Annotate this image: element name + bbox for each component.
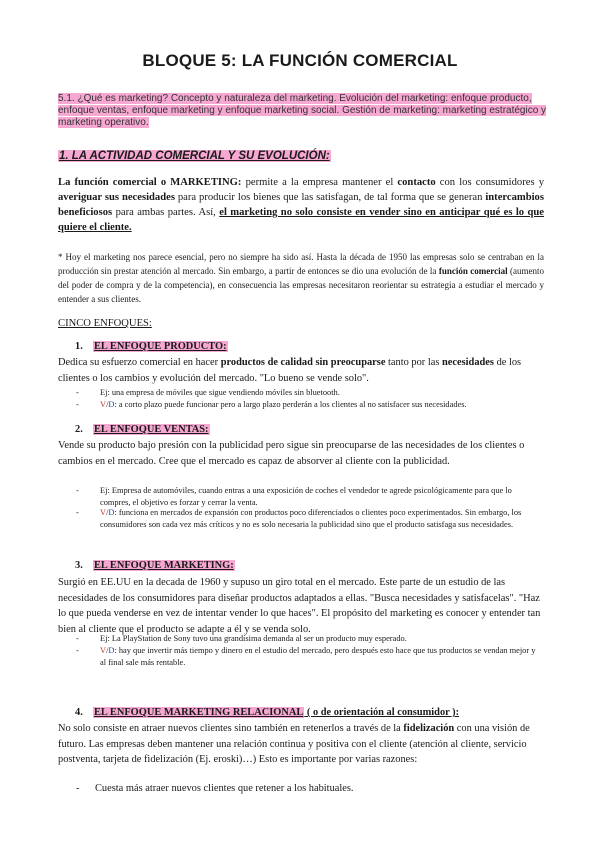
bullet-text: Ej: La PlayStation de Sony tuvo una grandísima demanda al ser un producto muy esperado. — [100, 634, 407, 643]
section-label: EL ENFOQUE MARKETING: — [94, 560, 234, 571]
bullet-text: : funciona en mercados de expansión con productos poco diferenciados o clientes poco experimentados. Sin embargo, los consumidores son cada vez más críticos y no es solo necesaria la publicidad sino que el producto satisfaga sus necesidades. — [100, 508, 522, 529]
text-run: función comercial — [438, 266, 508, 276]
section-number: 4. — [75, 707, 83, 718]
list-item — [76, 387, 540, 399]
bullet-dash: - — [76, 486, 79, 495]
section-label-suffix: ( o de orientación al consumidor ): — [304, 707, 460, 718]
cinco-enfoques-heading: CINCO ENFOQUES: — [58, 318, 152, 329]
section-heading: 1. LA ACTIVIDAD COMERCIAL Y SU EVOLUCIÓN: — [59, 150, 330, 162]
intro-text: 5.1. ¿Qué es marketing? Concepto y naturaleza del marketing. Evolución del marketing: enfoque producto, enfoque ventas, enfoque marketing y enfoque marketing social. Gestión de marketing: marketing estratégico y marketing operativo. — [58, 93, 547, 129]
text-run: Dedica su esfuerzo comercial en hacer — [58, 357, 221, 368]
section-label: EL ENFOQUE MARKETING RELACIONAL — [94, 707, 304, 718]
bullet-text: : hay que invertir más tiempo y dinero en el estudio del mercado, pero después esto hace que tus productos se vendan mejor y al final sale más rentable. — [100, 646, 536, 667]
bullet-dash: - — [76, 508, 79, 517]
list-item: - V/D: funciona en mercados de expansión con productos poco diferenciados o clientes poco experimentados. Sin embargo, los consumidores son cada vez más críticos y no es solo necesaria la publicidad sino que el producto satisfaga sus necesidades. — [76, 508, 522, 529]
text-run: * Hoy el marketing nos parece esencial, pero no siempre ha sido así. Hasta la década de 1950 las empresas solo se centraban en la producción sin prestar atención al mercado. Sin embargo, a partir de entonces se dio una evolución de la — [58, 252, 544, 276]
d-marker: D — [108, 508, 115, 517]
list-item: - V/D: hay que invertir más tiempo y dinero en el estudio del mercado, pero después esto hace que tus productos se vendan mejor y al final sale más rentable. — [76, 646, 536, 667]
text-run: tanto por las — [385, 357, 442, 368]
list-item: - V/D: a corto plazo puede funcionar pero a largo plazo perderán a los clientes al no satisfacer sus necesidades. — [76, 400, 467, 409]
list-item — [76, 781, 540, 796]
text-run: con los consumidores y — [435, 177, 544, 188]
text-run: contacto — [397, 177, 436, 188]
text-run: de los clientes o los cambios y evolución del mercado. "Lo bueno se vende solo". — [58, 357, 522, 384]
section-number: 2. — [75, 424, 83, 435]
section-label: EL ENFOQUE VENTAS: — [94, 424, 209, 435]
page-title: BLOQUE 5: LA FUNCIÓN COMERCIAL — [142, 51, 458, 70]
section-producto-text — [58, 355, 544, 386]
section-ventas-text: Vende su producto bajo presión con la publicidad pero sigue sin preocuparse de las necesidades de los clientes o cambios en el mercado. Cree que el mercado es capaz de absorver al cliente con la publicidad. — [58, 440, 525, 467]
section-relacional-text — [58, 721, 544, 768]
bullet-dash: - — [76, 783, 80, 794]
text-run: (aumento del poder de compra y de la competencia), en consecuencia las empresas necesitaron reorientar su estrategia a estudiar el mercado y entender a sus clientes. — [58, 266, 544, 304]
definition-term: La función comercial o MARKETING: — [58, 177, 242, 188]
text-run: fidelización — [403, 723, 455, 734]
text-run: para ambas partes. Así, — [112, 207, 220, 218]
v-marker: V — [100, 646, 107, 655]
v-marker: V — [100, 400, 107, 409]
bullet-dash: - — [76, 634, 79, 643]
v-marker: V — [100, 508, 107, 517]
bullet-text: Ej: Empresa de automóviles, cuando entras a una exposición de coches el vendedor te agrede psicológicamente para que lo compres, el objetivo es forzar y cerrar la venta. — [100, 486, 512, 507]
section-relacional-heading — [75, 707, 459, 718]
syllabus-intro — [58, 93, 548, 130]
list-item — [76, 633, 540, 645]
section-marketing-text: Surgió en EE.UU en la decada de 1960 y supuso un giro total en el mercado. Este parte de un estudio de las necesidades de los consumidores para diseñar productos adaptados a ellas. "Busca necesidades y satisfacelas". "Haz lo que pueda venderse en vez de intentar vender lo que haces". El propósito del marketing es conocer y entender tan bien al cliente que el producto se adapte a él y se venda solo. — [58, 577, 541, 635]
section-label: EL ENFOQUE PRODUCTO: — [94, 341, 227, 352]
text-run: el marketing no solo consiste en vender sino en anticipar qué es lo que quiere el cliente. — [58, 207, 544, 233]
bullet-text: Cuesta más atraer nuevos clientes que retener a los habituales. — [95, 783, 354, 794]
bullet-dash: - — [76, 388, 79, 397]
d-marker: D — [108, 400, 115, 409]
section-number: 1. — [75, 341, 83, 352]
history-paragraph — [58, 250, 544, 306]
section-marketing-heading — [75, 560, 235, 571]
list-item — [76, 485, 540, 509]
text-run: permite a la empresa mantener el — [241, 177, 398, 188]
bullet-dash: - — [76, 646, 79, 655]
text-run: intercambios beneficiosos — [58, 192, 544, 218]
bullet-dash: - — [76, 400, 79, 409]
section-number: 3. — [75, 560, 83, 571]
text-run: necesidades — [442, 357, 494, 368]
text-run: No solo consiste en atraer nuevos clientes sino también en retenerlos a través de la — [58, 723, 404, 734]
text-run: averiguar sus necesidades — [58, 192, 175, 203]
bullet-text: : a corto plazo puede funcionar pero a largo plazo perderán a los clientes al no satisfacer sus necesidades. — [114, 400, 467, 409]
text-run: para producir los bienes que las satisfagan, de tal forma que se generan — [174, 192, 486, 203]
text-run: con una visión de futuro. Las empresas deben mantener una relación continua y positiva con el cliente (atención al cliente, servicio postventa, tarjeta de fidelización (Ej. eroski)…) Esto es importante por varias razones: — [58, 723, 530, 765]
bullet-text: Ej: una empresa de móviles que sigue vendiendo móviles sin bluetooth. — [100, 388, 340, 397]
d-marker: D — [108, 646, 115, 655]
section-producto-heading — [75, 341, 228, 352]
section-ventas-heading — [75, 424, 210, 435]
definition-paragraph — [58, 175, 544, 235]
text-run: productos de calidad sin preocuparse — [220, 357, 386, 368]
